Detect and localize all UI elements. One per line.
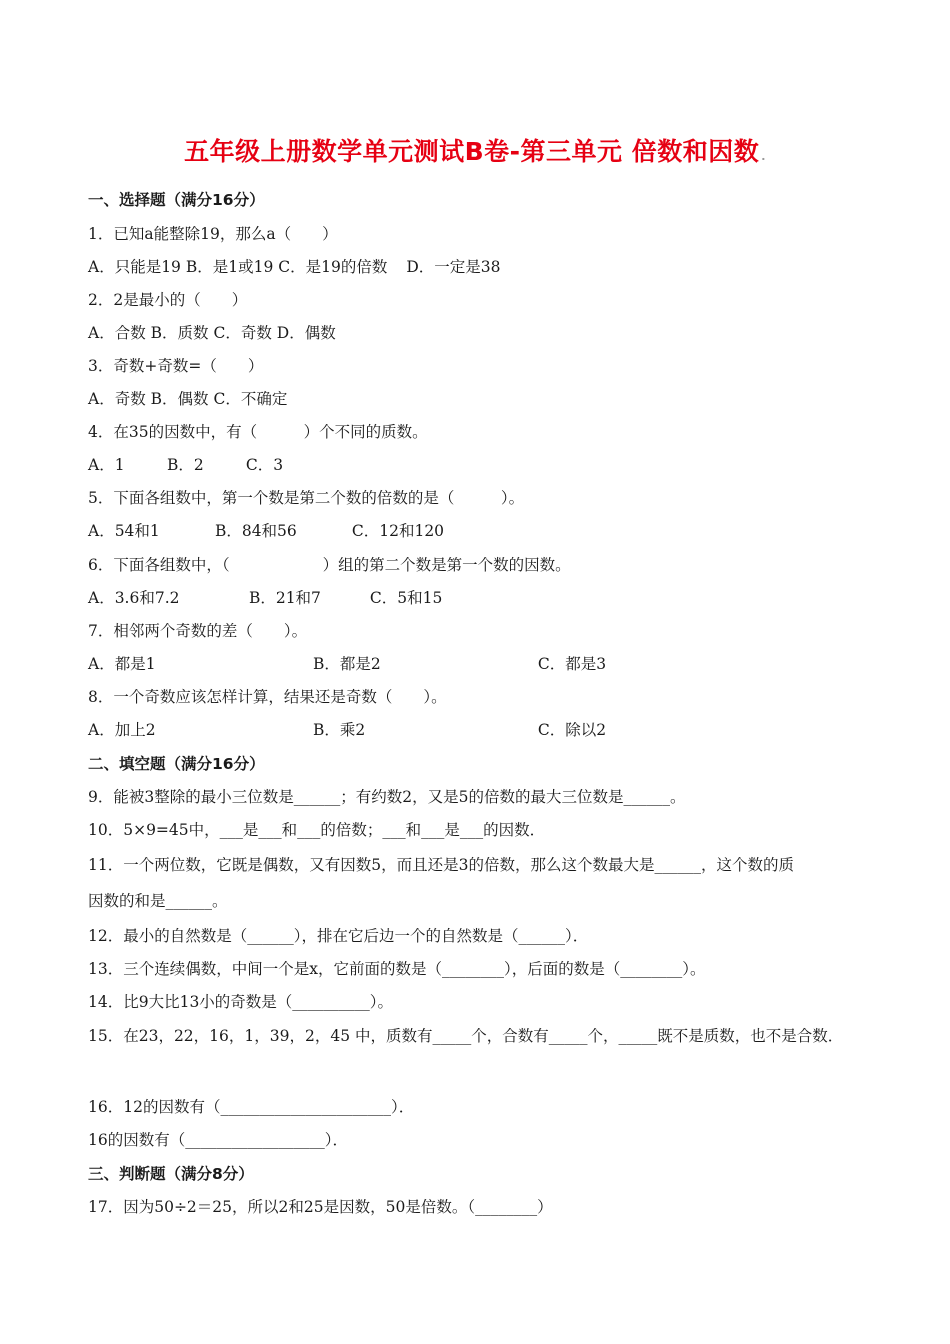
option-2b: B．质数 <box>150 324 209 342</box>
page-title <box>0 132 950 168</box>
question-1: 1．已知a能整除19，那么a（ ） <box>88 225 338 243</box>
option-3b: B．偶数 <box>150 390 209 408</box>
option-3c: C．不确定 <box>213 390 288 408</box>
question-8-options <box>88 720 606 740</box>
section-judge: 三、判断题（满分8分） <box>88 1165 254 1183</box>
question-6: 6．下面各组数中，（ ）组的第二个数是第一个数的因数。 <box>88 556 571 574</box>
question-11-line1: 11．一个两位数，它既是偶数，又有因数5，而且还是3的倍数，那么这个数最大是______，这个数的质 <box>88 856 794 874</box>
question-3: 3．奇数+奇数=（ ） <box>88 357 264 375</box>
section-choice: 一、选择题（满分16分） <box>88 191 265 209</box>
title-mark: . <box>761 150 766 163</box>
question-5: 5．下面各组数中，第一个数是第二个数的倍数的是（ ）。 <box>88 489 525 507</box>
option-8b: B．乘2 <box>312 721 366 739</box>
question-5-options <box>88 521 444 541</box>
question-4-options <box>88 455 283 475</box>
option-3a: A．奇数 <box>88 390 146 408</box>
option-4b: B．2 <box>166 456 204 474</box>
option-6b: B．21和7 <box>248 589 321 607</box>
question-6-options <box>88 588 442 608</box>
question-16-line1: 16．12的因数有（______________________）． <box>88 1098 415 1116</box>
option-7c: C．都是3 <box>537 655 607 673</box>
option-1b: B．是1或19 <box>185 258 274 276</box>
option-6a: A．3.6和7.2 <box>88 589 180 607</box>
option-2d: D．偶数 <box>276 324 336 342</box>
question-3-options <box>88 389 287 409</box>
question-12: 12．最小的自然数是（______），排在它后边一个的自然数是（______）． <box>88 927 589 945</box>
question-16-line2: 16的因数有（__________________）． <box>88 1131 348 1149</box>
question-10: 10．5×9=45中，___是___和___的倍数；___和___是___的因数． <box>88 821 546 839</box>
option-5a: A．54和1 <box>88 522 160 540</box>
option-5b: B．84和56 <box>214 522 297 540</box>
option-8c: C．除以2 <box>537 721 607 739</box>
question-7: 7．相邻两个奇数的差（ ）。 <box>88 622 308 640</box>
section-fill: 二、填空题（满分16分） <box>88 755 265 773</box>
option-8a: A．加上2 <box>88 721 156 739</box>
option-7a: A．都是1 <box>88 655 156 673</box>
option-1a: A．只能是19 <box>88 258 181 276</box>
question-14: 14．比9大比13小的奇数是（__________）。 <box>88 993 394 1011</box>
question-17: 17．因为50÷2＝25，所以2和25是因数，50是倍数。（________） <box>88 1198 553 1216</box>
option-4c: C．3 <box>245 456 284 474</box>
question-15: 15．在23，22，16，1，39，2，45 中，质数有_____个，合数有_____个，_____既不是质数，也不是合数． <box>88 1027 844 1045</box>
question-2: 2．2是最小的（ ） <box>88 291 248 309</box>
question-2-options <box>88 323 336 343</box>
question-7-options <box>88 654 606 674</box>
question-4: 4．在35的因数中，有（ ）个不同的质数。 <box>88 423 428 441</box>
option-5c: C．12和120 <box>351 522 445 540</box>
option-2c: C．奇数 <box>213 324 272 342</box>
option-1d: D．一定是38 <box>406 258 501 276</box>
question-13: 13．三个连续偶数，中间一个是x，它前面的数是（________），后面的数是（________）。 <box>88 960 706 978</box>
option-4a: A．1 <box>88 456 125 474</box>
option-6c: C．5和15 <box>369 589 443 607</box>
question-8: 8．一个奇数应该怎样计算，结果还是奇数（ ）。 <box>88 688 447 706</box>
option-2a: A．合数 <box>88 324 146 342</box>
option-1c: C．是19的倍数 <box>278 258 388 276</box>
question-1-options <box>88 257 500 277</box>
question-11-line2: 因数的和是______。 <box>88 892 228 910</box>
option-7b: B．都是2 <box>312 655 381 673</box>
title-text: 五年级上册数学单元测试B卷-第三单元 倍数和因数 <box>184 137 760 166</box>
question-9: 9．能被3整除的最小三位数是______；有约数2，又是5的倍数的最大三位数是______。 <box>88 788 686 806</box>
